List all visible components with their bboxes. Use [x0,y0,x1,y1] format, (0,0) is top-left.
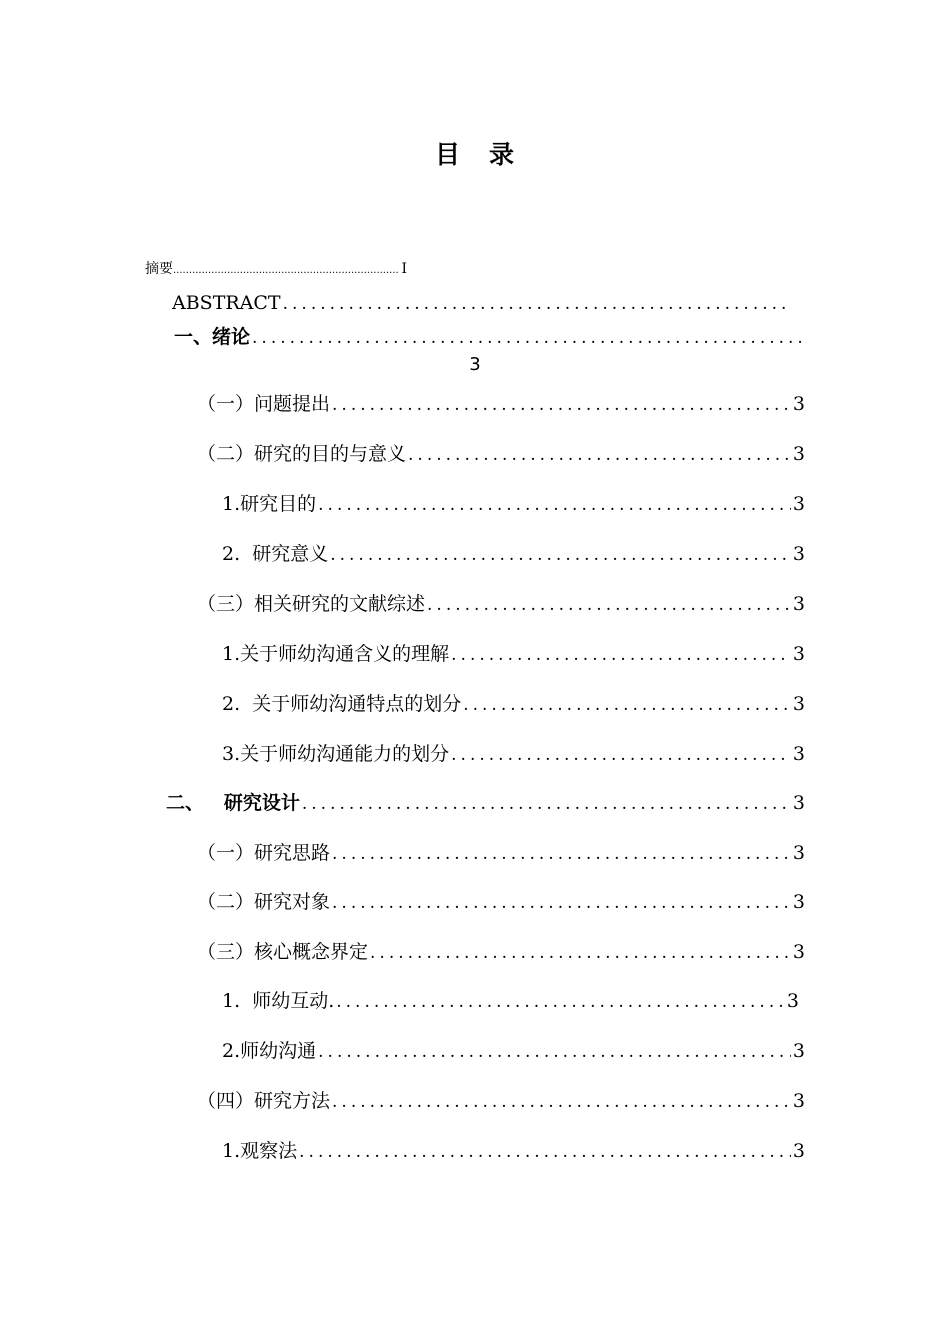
toc-entry-label: 1. 师幼互动. [222,990,335,1012]
toc-entry-2-1[interactable] [197,838,805,868]
toc-page-number: 3 [792,792,805,814]
toc-entry-label: （三）相关研究的文献综述 [197,593,426,615]
toc-leader [318,1037,791,1066]
toc-title-char-1: 目 [434,140,461,169]
toc-page-number: 3 [792,1040,805,1062]
toc-leader [283,289,788,318]
toc-page-number: 3 [792,1140,805,1162]
toc-entry-abstract-en[interactable] [172,288,790,318]
toc-entry-label: 2. 研究意义 [222,543,329,565]
toc-page-number: 3 [792,443,805,465]
toc-title [0,135,950,171]
toc-leader [173,260,399,280]
toc-leader [302,789,791,818]
toc-leader [463,690,791,719]
toc-page-number: 3 [792,593,805,615]
toc-entry-2-2[interactable] [197,887,805,917]
toc-entry-2-3[interactable] [197,937,805,967]
toc-page-number: 3 [792,941,805,963]
toc-entry-label: （三）核心概念界定 [197,941,369,963]
toc-leader [451,640,791,669]
toc-page-number: 3 [792,1090,805,1112]
toc-entry-label: 二、 研究设计 [166,792,300,814]
toc-entry-1-3-1[interactable] [222,639,805,669]
toc-entry-label: 1.观察法 [222,1140,298,1162]
toc-entry-1-2-2[interactable] [222,539,805,569]
toc-page-number: 3 [792,643,805,665]
toc-page-number: 3 [792,393,805,415]
toc-entry-1-3-3[interactable] [222,739,805,769]
toc-entry-label: （一）研究思路 [197,842,331,864]
toc-entry-label: 1.研究目的 [222,493,317,515]
toc-entry-label: 2.师幼沟通 [222,1040,317,1062]
toc-entry-2-3-2[interactable] [222,1036,805,1066]
toc-page-number: 3 [792,493,805,515]
toc-page-number: 3 [792,743,805,765]
toc-leader [451,740,791,769]
toc-leader [330,540,791,569]
toc-leader [332,1087,791,1116]
toc-entry-label: 2. 关于师幼沟通特点的划分 [222,693,462,715]
toc-entry-1-2-1[interactable] [222,489,805,519]
toc-title-char-2: 录 [489,140,516,169]
toc-page-number: I [401,261,407,277]
toc-entry-label: （四）研究方法 [197,1090,331,1112]
toc-leader [336,987,785,1016]
toc-entry-abstract-cn[interactable] [145,258,407,280]
toc-leader [252,323,804,352]
toc-entry-label: （二）研究对象 [197,891,331,913]
toc-leader [332,839,791,868]
toc-entry-1-3-2[interactable] [222,689,805,719]
toc-entry-chapter-1[interactable] [174,322,806,352]
toc-page-number-chapter-1: 3 [469,354,481,375]
toc-entry-1-2[interactable] [197,439,805,469]
toc-entry-label: 一、绪论 [174,326,251,348]
toc-entry-1-3[interactable] [197,589,805,619]
toc-entry-label: ABSTRACT [172,292,281,314]
toc-page-number: 3 [786,990,799,1012]
toc-page-number: 3 [792,543,805,565]
toc-entry-label: 3.关于师幼沟通能力的划分 [222,743,450,765]
toc-page-number: 3 [792,693,805,715]
toc-entry-2-4[interactable] [197,1086,805,1116]
toc-leader [332,888,791,917]
toc-entry-label: 1.关于师幼沟通含义的理解 [222,643,450,665]
toc-page-number: 3 [792,842,805,864]
toc-entry-chapter-2[interactable] [166,788,805,818]
toc-leader [318,490,791,519]
toc-leader [370,938,791,967]
toc-entry-1-1[interactable] [197,389,805,419]
toc-leader [427,590,791,619]
toc-entry-label: 摘要 [145,261,173,277]
toc-leader [332,390,791,419]
toc-leader [299,1137,791,1166]
toc-entry-label: （一）问题提出 [197,393,331,415]
toc-entry-2-3-1[interactable] [222,986,799,1016]
toc-leader [408,440,791,469]
toc-page-number: 3 [792,891,805,913]
toc-entry-2-4-1[interactable] [222,1136,805,1166]
toc-entry-label: （二）研究的目的与意义 [197,443,407,465]
